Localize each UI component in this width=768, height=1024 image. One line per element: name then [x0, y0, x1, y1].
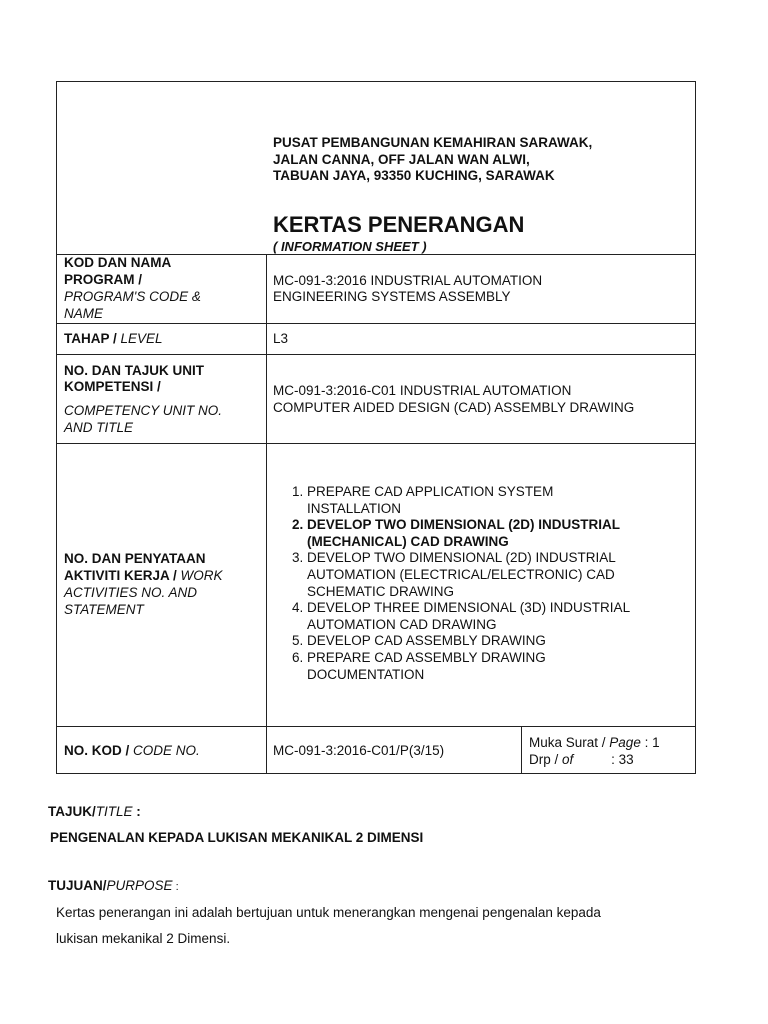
code-value: MC-091-3:2016-C01/P(3/15)	[273, 743, 445, 758]
divider	[57, 726, 695, 727]
program-label-italic: PROGRAM'S CODE &	[64, 289, 201, 304]
divider	[57, 443, 695, 444]
purpose-label-italic: PURPOSE	[106, 878, 173, 893]
activity-item	[307, 484, 630, 517]
activity-text: DEVELOP TWO DIMENSIONAL (2D) INDUSTRIAL	[307, 550, 616, 566]
title-label-italic: TITLE	[95, 804, 133, 819]
activity-item-current	[307, 517, 630, 550]
code-label-bold: NO. KOD /	[64, 743, 130, 758]
document-subtitle: ( INFORMATION SHEET )	[273, 239, 427, 254]
activity-text: (MECHANICAL) CAD DRAWING	[307, 533, 509, 549]
purpose-text: lukisan mekanikal 2 Dimensi.	[56, 931, 231, 946]
divider	[57, 323, 695, 324]
document-title: KERTAS PENERANGAN	[273, 212, 525, 237]
institution-address-1: JALAN CANNA, OFF JALAN WAN ALWI,	[273, 152, 530, 167]
page-number	[529, 734, 660, 751]
activity-text: PREPARE CAD APPLICATION SYSTEM	[307, 484, 554, 499]
title-colon: :	[132, 804, 141, 819]
unit-value: MC-091-3:2016-C01 INDUSTRIAL AUTOMATION	[273, 383, 572, 398]
unit-label-italic: COMPETENCY UNIT NO.	[64, 403, 223, 418]
activities-label-bold: NO. DAN PENYATAAN	[64, 551, 206, 566]
activities-label-italic: STATEMENT	[64, 602, 144, 617]
activity-text: DEVELOP THREE DIMENSIONAL (3D) INDUSTRIAL	[307, 600, 631, 616]
title-heading	[48, 804, 141, 819]
unit-label-italic: AND TITLE	[64, 420, 134, 435]
activity-text: DEVELOP CAD ASSEMBLY DRAWING	[307, 633, 546, 649]
work-activities-list	[269, 484, 630, 683]
purpose-colon: :	[172, 881, 179, 893]
activity-text: SCHEMATIC DRAWING	[307, 583, 454, 599]
purpose-text: Kertas penerangan ini adalah bertujuan untuk menerangkan mengenai pengenalan kepada	[56, 905, 601, 920]
institution-address-2: TABUAN JAYA, 93350 KUCHING, SARAWAK	[273, 168, 555, 183]
title-label-bold: TAJUK/	[48, 804, 96, 819]
activity-text: INSTALLATION	[307, 500, 402, 516]
of-value: : 33	[611, 752, 634, 767]
code-label	[64, 742, 200, 759]
program-label-italic: NAME	[64, 306, 104, 321]
level-label-bold: TAHAP /	[64, 331, 117, 346]
activity-item	[307, 633, 630, 650]
page-label-italic: Page	[609, 735, 641, 750]
activity-text: AUTOMATION (ELECTRICAL/ELECTRONIC) CAD	[307, 566, 615, 582]
program-label-bold: PROGRAM /	[64, 272, 143, 287]
institution-name: PUSAT PEMBANGUNAN KEMAHIRAN SARAWAK,	[273, 135, 593, 150]
activities-label-italic: WORK	[180, 568, 223, 583]
column-divider	[266, 254, 267, 773]
purpose-label-bold: TUJUAN/	[48, 878, 107, 893]
title-value: PENGENALAN KEPADA LUKISAN MEKANIKAL 2 DIMENSI	[50, 830, 424, 845]
program-value: ENGINEERING SYSTEMS ASSEMBLY	[273, 289, 511, 304]
information-sheet-table	[56, 81, 696, 774]
column-divider	[521, 726, 522, 773]
activity-text: PREPARE CAD ASSEMBLY DRAWING	[307, 649, 546, 665]
page-value: : 1	[644, 735, 660, 750]
activity-text: DOCUMENTATION	[307, 666, 425, 682]
of-label: Drp /	[529, 752, 559, 767]
program-label-bold: KOD DAN NAMA	[64, 255, 172, 270]
page-label: Muka Surat /	[529, 735, 606, 750]
activity-item	[307, 550, 630, 600]
activities-label-italic: ACTIVITIES NO. AND	[64, 585, 198, 600]
page-total	[529, 751, 634, 768]
divider	[57, 354, 695, 355]
unit-value: COMPUTER AIDED DESIGN (CAD) ASSEMBLY DRAWING	[273, 400, 635, 415]
activity-item	[307, 600, 630, 633]
purpose-heading	[48, 878, 179, 893]
level-value: L3	[273, 331, 289, 346]
code-label-italic: CODE NO.	[133, 743, 200, 758]
activity-item	[307, 650, 630, 683]
program-value: MC-091-3:2016 INDUSTRIAL AUTOMATION	[273, 273, 543, 288]
of-label-italic: of	[562, 752, 574, 767]
level-label-italic: LEVEL	[120, 331, 163, 346]
activities-label	[64, 567, 223, 584]
level-label	[64, 330, 163, 347]
activity-text: DEVELOP TWO DIMENSIONAL (2D) INDUSTRIAL	[307, 517, 621, 533]
unit-label-bold: NO. DAN TAJUK UNIT	[64, 363, 204, 378]
unit-label-bold: KOMPETENSI /	[64, 379, 161, 394]
activity-text: AUTOMATION CAD DRAWING	[307, 616, 497, 632]
activities-label-bold: AKTIVITI KERJA /	[64, 568, 177, 583]
